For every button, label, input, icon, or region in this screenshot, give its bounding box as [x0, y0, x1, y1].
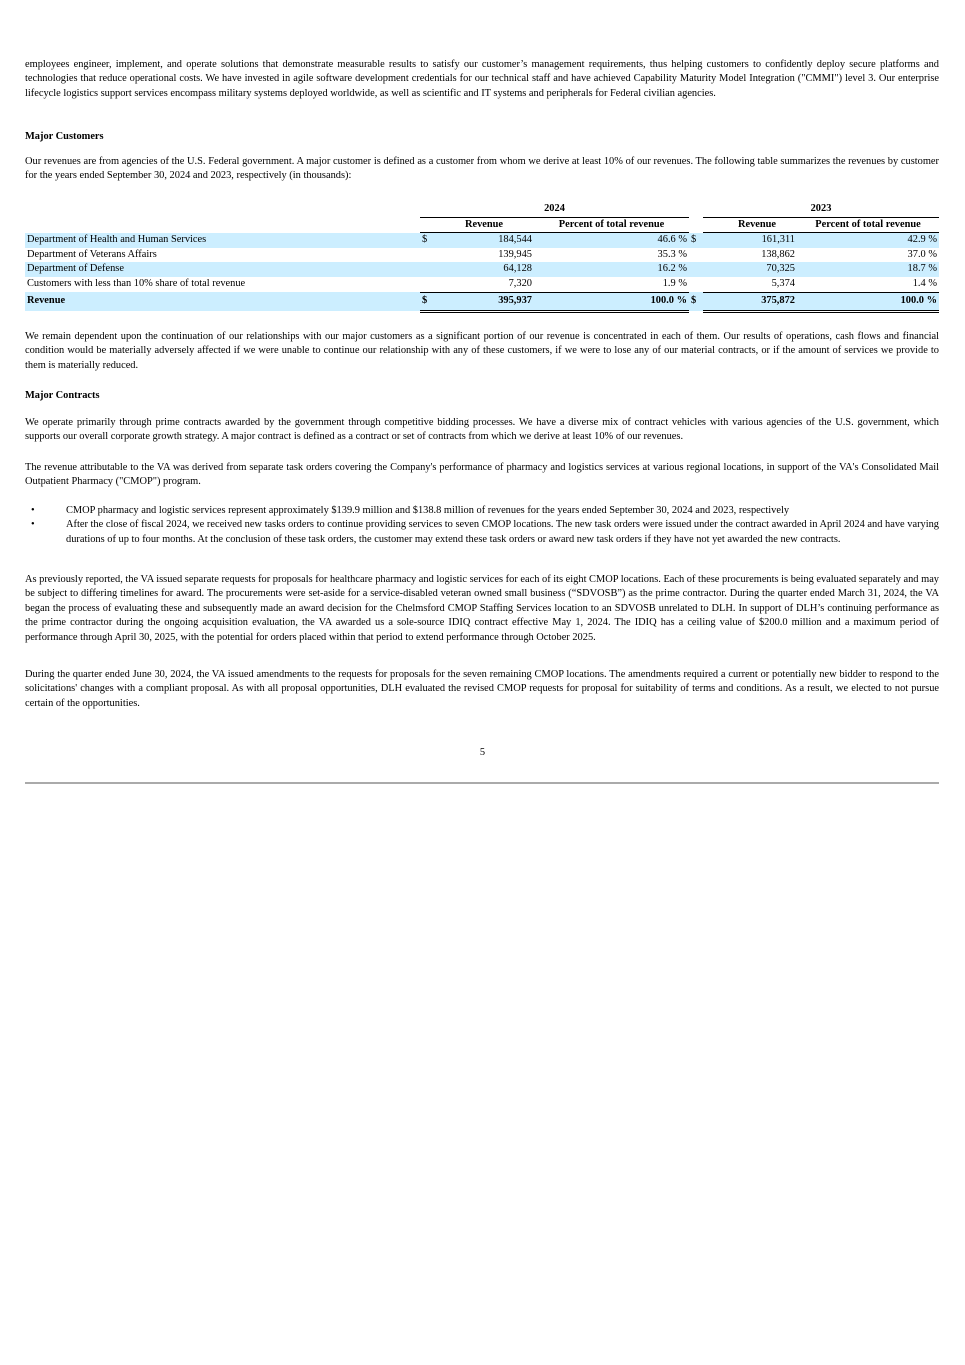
- cmop-bullet-list: [25, 504, 939, 547]
- col-percent-2024: Percent of total revenue: [534, 217, 689, 233]
- total-percent-2024: 100.0 %: [534, 292, 689, 311]
- list-item: • After the close of fiscal 2024, we received new tasks orders to continue providing services to seven CMOP locations. The new task orders were issued under the contract awarded in April 2024 and have varying durations of up to four months. At the conclusion of these task orders, the customer may extend these task orders or award new task orders if they have not yet awarded the new contracts.: [31, 519, 939, 545]
- percent-2023: 42.9 %: [797, 233, 939, 248]
- revenue-by-customer-table: [25, 202, 939, 313]
- amendments-paragraph: During the quarter ended June 30, 2024, the VA issued amendments to the requests for proposals for the seven remaining CMOP locations. The amendments required a current or potentially new bidder to respond to the solicitations' changes with a compliant proposal. As with all proposal opportunities, DLH evaluated the revised CMOP requests for proposal for suitability of terms and conditions. As a result, we elected to not pursue certain of the opportunities.: [25, 669, 939, 709]
- total-percent-2023: 100.0 %: [797, 292, 939, 311]
- percent-2024: 35.3 %: [657, 248, 687, 260]
- col-revenue-2024: Revenue: [434, 217, 534, 233]
- table-row: [25, 233, 939, 248]
- table-row: [25, 277, 939, 292]
- row-label: Department of Health and Human Services: [25, 233, 420, 248]
- total-label: Revenue: [25, 292, 420, 311]
- revenue-2023: 161,311: [717, 233, 797, 248]
- revenue-2024: 7,320: [508, 277, 532, 289]
- intro-paragraph: employees engineer, implement, and operate solutions that demonstrate measurable results to satisfy our customer’s management requirements, thus helping customers to confidently deploy secure platforms and technologies that reduce operational costs. We have invested in agile software development credentials for our technical staff and have achieved Capability Maturity Model Integration ("CMMI") level 3. Our enterprise lifecycle logistics support services encompass military systems deployed worldwide, as well as scientific and IT systems and peripherals for Federal civilian agencies.: [25, 59, 939, 99]
- page-divider: [25, 782, 939, 784]
- currency: $: [420, 233, 434, 248]
- percent-2024: 16.2 %: [534, 262, 689, 277]
- list-item: • CMOP pharmacy and logistic services represent approximately $139.9 million and $138.8 million of revenues for the years ended September 30, 2024 and 2023, respectively: [31, 505, 790, 516]
- percent-2024: 46.6 %: [534, 233, 689, 248]
- total-revenue-2024: 395,937: [434, 292, 534, 311]
- year-header-2024: 2024: [420, 202, 689, 217]
- col-revenue-2023: Revenue: [717, 217, 797, 233]
- revenue-2024: 139,945: [498, 248, 532, 260]
- row-label: Department of Veterans Affairs: [27, 248, 157, 260]
- row-label: Department of Defense: [25, 262, 420, 277]
- revenue-2024: 64,128: [434, 262, 534, 277]
- dependence-paragraph: We remain dependent upon the continuation of our relationships with our major customers as a significant portion of our revenue is concentrated in each of them. Our results of operations, cash flows and financial condition would be materially adversely affected if we were unable to continue our relationship with any of these customers, if we were to lose any of our material contracts, or if the amount of services we provide to them is materially reduced.: [25, 331, 939, 371]
- percent-2023: 37.0 %: [907, 248, 937, 260]
- table-row: [25, 262, 939, 277]
- major-customers-paragraph: Our revenues are from agencies of the U.S. Federal government. A major customer is defined as a customer from whom we derive at least 10% of our revenues. The following table summarizes the revenues by customer for the years ended September 30, 2024 and 2023, respectively (in thousands):: [25, 156, 939, 182]
- va-revenue-paragraph: The revenue attributable to the VA was derived from separate task orders covering the Company's performance of pharmacy and logistics services at various regional locations, in support of the VA's Consolidated Mail Outpatient Pharmacy ("CMOP") program.: [25, 462, 939, 488]
- revenue-2023: 138,862: [761, 248, 795, 260]
- page-number: 5: [479, 747, 486, 758]
- row-label: Customers with less than 10% share of total revenue: [27, 278, 246, 290]
- year-header-2023: 2023: [703, 202, 939, 217]
- percent-2024: 1.9 %: [662, 277, 687, 289]
- total-revenue-2023: 375,872: [717, 292, 797, 311]
- major-customers-heading: Major Customers: [25, 131, 104, 142]
- percent-2023: 18.7 %: [797, 262, 939, 277]
- revenue-2023: 5,374: [771, 277, 795, 289]
- currency: $: [689, 233, 703, 248]
- major-contracts-heading: Major Contracts: [25, 390, 100, 401]
- currency: $: [420, 292, 434, 311]
- total-row: [25, 292, 939, 311]
- revenue-2024: 184,544: [434, 233, 534, 248]
- percent-2023: 1.4 %: [912, 277, 937, 289]
- revenue-2023: 70,325: [717, 262, 797, 277]
- previously-reported-paragraph: As previously reported, the VA issued separate requests for proposals for healthcare pharmacy and logistic services for each of its eight CMOP locations. Each of these procurements is being evaluated separately and may be subject to differing timelines for award. The procurements were set-aside for a service-disabled veteran owned small business (“SDVOSB”) as the prime contractor. During the quarter ended March 31, 2024, the VA began the process of evaluating these and subsequently made an award decision for the Chelmsford CMOP Staffing Services location to an SDVOSB unrelated to DLH. In support of DLH’s continuing performance as the prime contractor during the ongoing acquisition evaluation, the VA awarded us a sole-source IDIQ contract effective May 1, 2024. The IDIQ has a ceiling value of $200.0 million and a maximum period of performance through April 30, 2025, with the potential for orders placed within that period to extend performance through October 2025.: [25, 574, 939, 643]
- col-percent-2023: Percent of total revenue: [797, 217, 939, 233]
- table-row: [25, 248, 939, 263]
- currency: $: [689, 292, 703, 311]
- major-contracts-paragraph: We operate primarily through prime contracts awarded by the government through competitive bidding processes. We have a diverse mix of contract vehicles with various agencies of the U.S. government, which supports our overall corporate growth strategy. A major contract is defined as a contract or set of contracts from which we derive at least 10% of our revenues.: [25, 417, 939, 443]
